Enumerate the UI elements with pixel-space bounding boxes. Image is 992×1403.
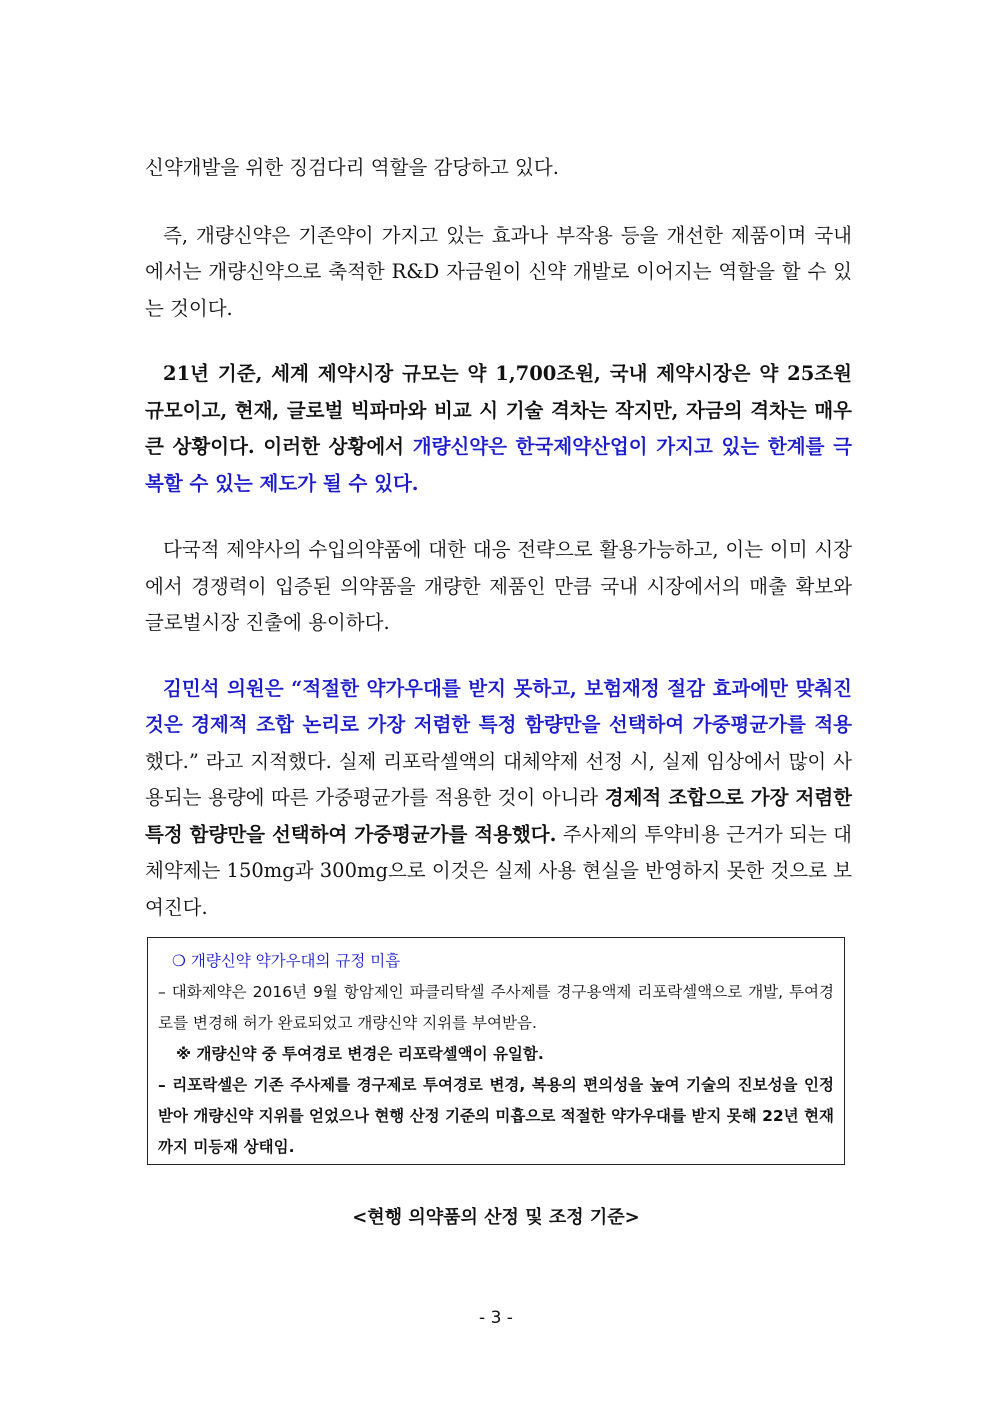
paragraph-3 — [145, 356, 852, 502]
info-box — [147, 937, 845, 1165]
paragraph-5 — [145, 671, 852, 927]
paragraph-3-text: 21년 기준, 세계 제약시장 규모는 약 1,700조원, 국내 제약시장은 약 25조원 규모이고, 현재, 글로벌 빅파마와 비교 시 기술 격차는 작지만, 자금의 격차는 매우 큰 상황이다. 이러한 상황에서 — [145, 362, 852, 458]
info-box-heading: ❍ 개량신약 약가우대의 규정 미흡 — [172, 952, 401, 970]
paragraph-3-highlight: 개량신약은 한국제약산업이 가지고 있는 한계를 극복할 수 있는 제도가 될 수 있다. — [145, 435, 852, 495]
table-caption: <현행 의약품의 산정 및 조정 기준> — [352, 1207, 640, 1228]
info-box-line-2: – 리포락셀은 기존 주사제를 경구제로 투여경로 변경, 복용의 편의성을 높여 기술의 진보성을 인정받아 개량신약 지위를 얻었으나 현행 산정 기준의 미흡으로 적절한 약가우대를 받지 못해 22년 현재까지 미등재 상태임. — [158, 1076, 834, 1156]
paragraph-2: 즉, 개량신약은 기존약이 가지고 있는 효과나 부작용 등을 개선한 제품이며 국내에서는 개량신약으로 축적한 R&D 자금원이 신약 개발로 이어지는 역할을 할 수 있는 것이다. — [145, 223, 852, 320]
document-body — [145, 150, 852, 926]
page-number: - 3 - — [479, 1308, 513, 1328]
info-box-note: ※ 개량신약 중 투여경로 변경은 리포락셀액이 유일함. — [176, 1045, 544, 1063]
paragraph-5-text: 했다.” 라고 지적했다. 실제 리포락셀액의 대체약제 선정 시, 실제 임상에서 많이 사용되는 용량에 따른 가중평균가를 적용한 것이 아니라 — [145, 749, 852, 809]
paragraph-5-quote: 김민석 의원은 “적절한 약가우대를 받지 못하고, 보험재정 절감 효과에만 맞춰진 것은 경제적 조합 논리로 가장 저렴한 특정 함량만을 선택하여 가중평균가를 적용 — [145, 676, 852, 736]
paragraph-5-text-end: 주사제의 투약비용 근거가 되는 대체약제는 150mg과 300mg으로 이것은 실제 사용 현실을 반영하지 못한 것으로 보여진다. — [145, 822, 853, 919]
paragraph-4: 다국적 제약사의 수입의약품에 대한 대응 전략으로 활용가능하고, 이는 이미 시장에서 경쟁력이 입증된 의약품을 개량한 제품인 만큼 국내 시장에서의 매출 확보와 글로벌시장 진출에 용이하다. — [145, 538, 852, 634]
paragraph-1: 신약개발을 위한 징검다리 역할을 감당하고 있다. — [145, 156, 559, 179]
paragraph-5-bold: 경제적 조합으로 가장 저렴한 특정 함량만을 선택하여 가중평균가를 적용했다. — [145, 786, 852, 846]
info-box-line-1: – 대화제약은 2016년 9월 항암제인 파클리탁셀 주사제를 경구용액제 리포락셀액으로 개발, 투여경로를 변경해 허가 완료되었고 개량신약 지위를 부여받음. — [158, 983, 834, 1032]
